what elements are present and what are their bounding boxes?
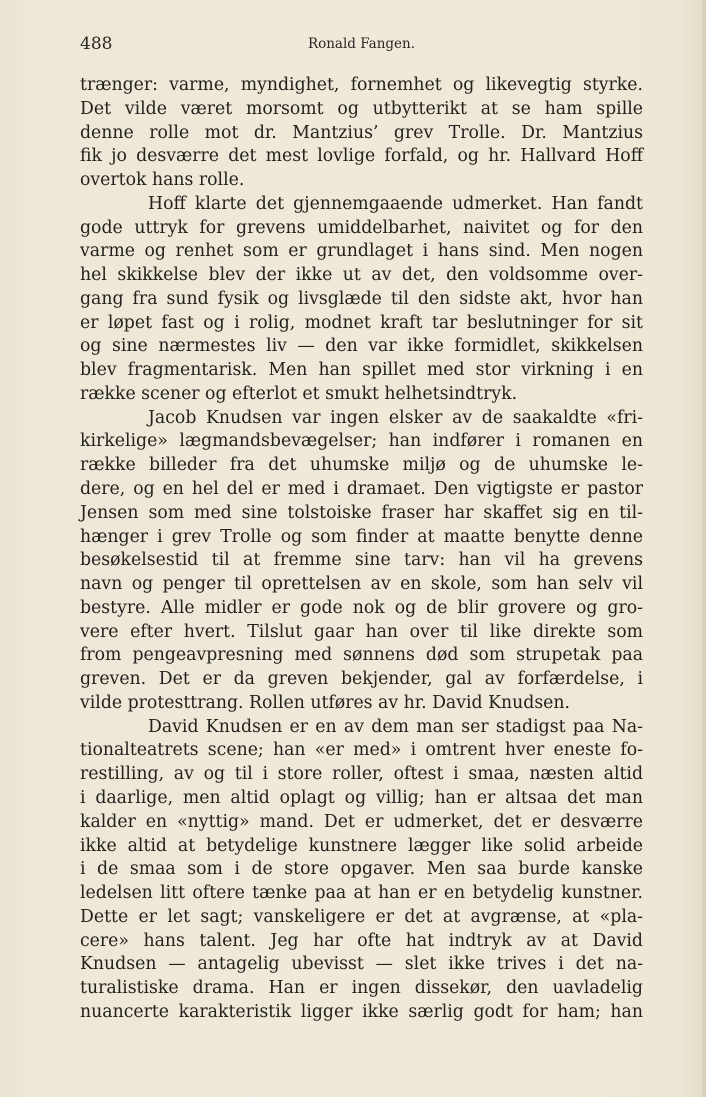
running-head: Ronald Fangen. [307, 36, 416, 52]
text-line: gang fra sund fysik og livsglæde til den sidste akt, hvor han [80, 288, 643, 309]
text-line: vere efter hvert. Tilslut gaar han over til like direkte som [80, 621, 643, 642]
text-line: Jensen som med sine tolstoiske fraser har skaffet sig en til- [80, 502, 643, 523]
text-line: Jacob Knudsen var ingen elsker av de saakaldte «fri- [148, 407, 643, 428]
body-text [80, 74, 643, 1025]
text-line: række billeder fra det uhumske miljø og de uhumske le- [80, 455, 643, 476]
text-line: vilde protesttrang. Rollen utføres av hr. David Knudsen. [80, 692, 571, 713]
text-line: hel skikkelse blev der ikke ut av det, den voldsomme over- [80, 265, 643, 286]
page-header [80, 30, 643, 58]
text-line: besøkelsestid til at fremme sine tarv: han vil ha grevens [80, 550, 643, 571]
text-line: Hoff klarte det gjennemgaaende udmerket. Han fandt [148, 193, 643, 214]
text-line: nuancerte karakteristik ligger ikke særlig godt for ham; han [80, 1001, 643, 1022]
text-line: tionalteatrets scene; han «er med» i omtrent hver eneste fo- [80, 740, 643, 761]
text-line: Knudsen — antagelig ubevisst — slet ikke trives i det na- [80, 954, 643, 975]
text-line: David Knudsen er en av dem man ser stadigst paa Na- [148, 716, 643, 737]
text-line: greven. Det er da greven bekjender, gal av forfærdelse, i [80, 669, 643, 690]
text-line: denne rolle mot dr. Mantzius’ grev Trolle. Dr. Mantzius [80, 122, 643, 143]
text-line: ikke altid at betydelige kunstnere lægger like solid arbeide [80, 835, 643, 856]
text-line: turalistiske drama. Han er ingen dissekør, den uavladelig [80, 978, 643, 999]
text-line: er løpet fast og i rolig, modnet kraft tar beslutninger for sit [80, 312, 643, 333]
text-line: dere, og en hel del er med i dramaet. Den vigtigste er pastor [80, 479, 643, 500]
text-line: navn og penger til oprettelsen av en skole, som han selv vil [80, 574, 643, 595]
text-line: gode uttryk for grevens umiddelbarhet, naivitet og for den [80, 217, 643, 238]
text-line: hænger i grev Trolle og som finder at maatte benytte denne [80, 526, 643, 547]
page-edge [702, 0, 706, 1097]
text-line: fik jo desværre det mest lovlige forfald, og hr. Hallvard Hoff [80, 146, 643, 167]
text-line: bestyre. Alle midler er gode nok og de blir grovere og gro- [80, 597, 643, 618]
text-line: restilling, av og til i store roller, oftest i smaa, næsten altid [80, 764, 643, 785]
text-line: overtok hans rolle. [80, 170, 245, 191]
text-line: trænger: varme, myndighet, fornemhet og likevegtig styrke. [80, 75, 643, 95]
text-line: og sine nærmestes liv — den var ikke formidlet, skikkelsen [80, 336, 643, 357]
text-line: i de smaa som i de store opgaver. Men saa burde kanske [80, 859, 643, 880]
text-line: cere» hans talent. Jeg har ofte hat indtryk av at David [80, 930, 643, 951]
text-line: kirkelige» lægmandsbevægelser; han indfører i romanen en [80, 431, 643, 452]
text-line: Dette er let sagt; vanskeligere er det at avgrænse, at «pla- [80, 906, 643, 927]
text-line: Det vilde været morsomt og utbytterikt at se ham spille [80, 98, 643, 119]
text-line: blev fragmentarisk. Men han spillet med stor virkning i en [80, 360, 643, 381]
text-line: i daarlige, men altid oplagt og villig; han er altsaa det man [80, 787, 643, 808]
text-line: from pengeavpresning med sønnens død som strupetak paa [80, 645, 643, 666]
text-line: ledelsen litt oftere tænke paa at han er en betydelig kunstner. [80, 883, 643, 904]
page-number: 488 [80, 34, 113, 54]
text-line: varme og renhet som er grundlaget i hans sind. Men nogen [80, 241, 643, 262]
text-line: række scener og efterlot et smukt helhetsindtryk. [80, 383, 518, 404]
text-line: kalder en «nyttig» mand. Det er udmerket, det er desværre [80, 811, 643, 832]
